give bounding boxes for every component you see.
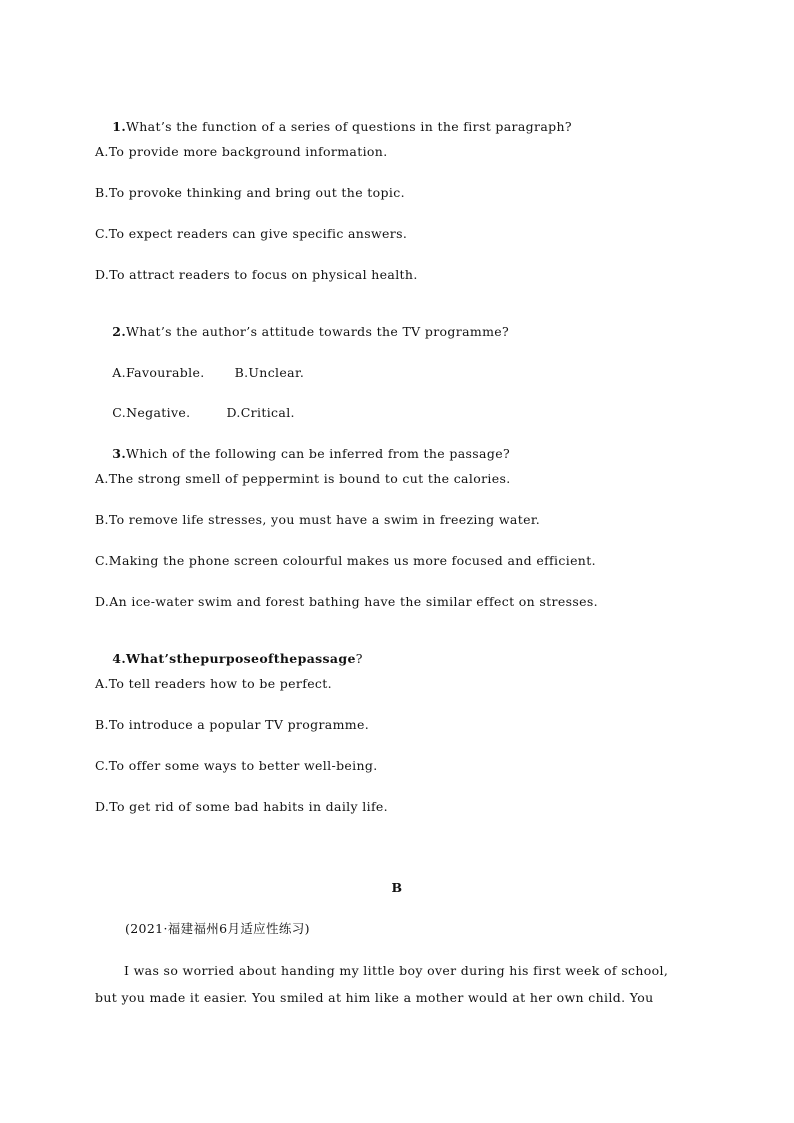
option: D.To attract readers to focus on physical health. [95,267,418,282]
question-stem: Which of the following can be inferred from the passage? [126,446,511,461]
option: D.To get rid of some bad habits in daily life. [95,799,388,814]
question-stem: What’sthepurposeofthepassage [126,651,356,666]
question-number: 2. [112,324,127,339]
option: A.The strong smell of peppermint is bound to cut the calories. [95,471,511,486]
option: C.To expect readers can give specific answers. [95,226,408,241]
section-heading: B [391,880,403,895]
question-stem: What’s the author’s attitude towards the TV programme? [126,324,510,339]
option: A.To provide more background information. [95,144,388,159]
option: D.An ice-water swim and forest bathing have the similar effect on stresses. [95,594,598,609]
option: C.Making the phone screen colourful makes us more focused and efficient. [95,553,596,568]
option: B.To provoke thinking and bring out the topic. [95,185,405,200]
option: B.Unclear. [234,365,305,380]
question-number: 3. [112,446,127,461]
question-number: 4. [112,651,127,666]
option: B.To remove life stresses, you must have a swim in freezing water. [95,512,541,527]
question-number: 1. [112,119,127,134]
question-stem-tail: ? [355,651,363,666]
question-stem: What’s the function of a series of questions in the first paragraph? [126,119,572,134]
passage-line: but you made it easier. You smiled at him like a mother would at her own child. You [95,990,654,1005]
option: A.To tell readers how to be perfect. [95,676,332,691]
option: C.Negative. [112,405,191,420]
option: D.Critical. [226,405,295,420]
option: C.To offer some ways to better well-being. [95,758,378,773]
option: B.To introduce a popular TV programme. [95,717,370,732]
option: A.Favourable. [112,365,205,380]
passage-line: I was so worried about handing my little boy over during his first week of school, [124,963,669,978]
source-note: (2021·福建福州6月适应性练习) [125,921,310,936]
